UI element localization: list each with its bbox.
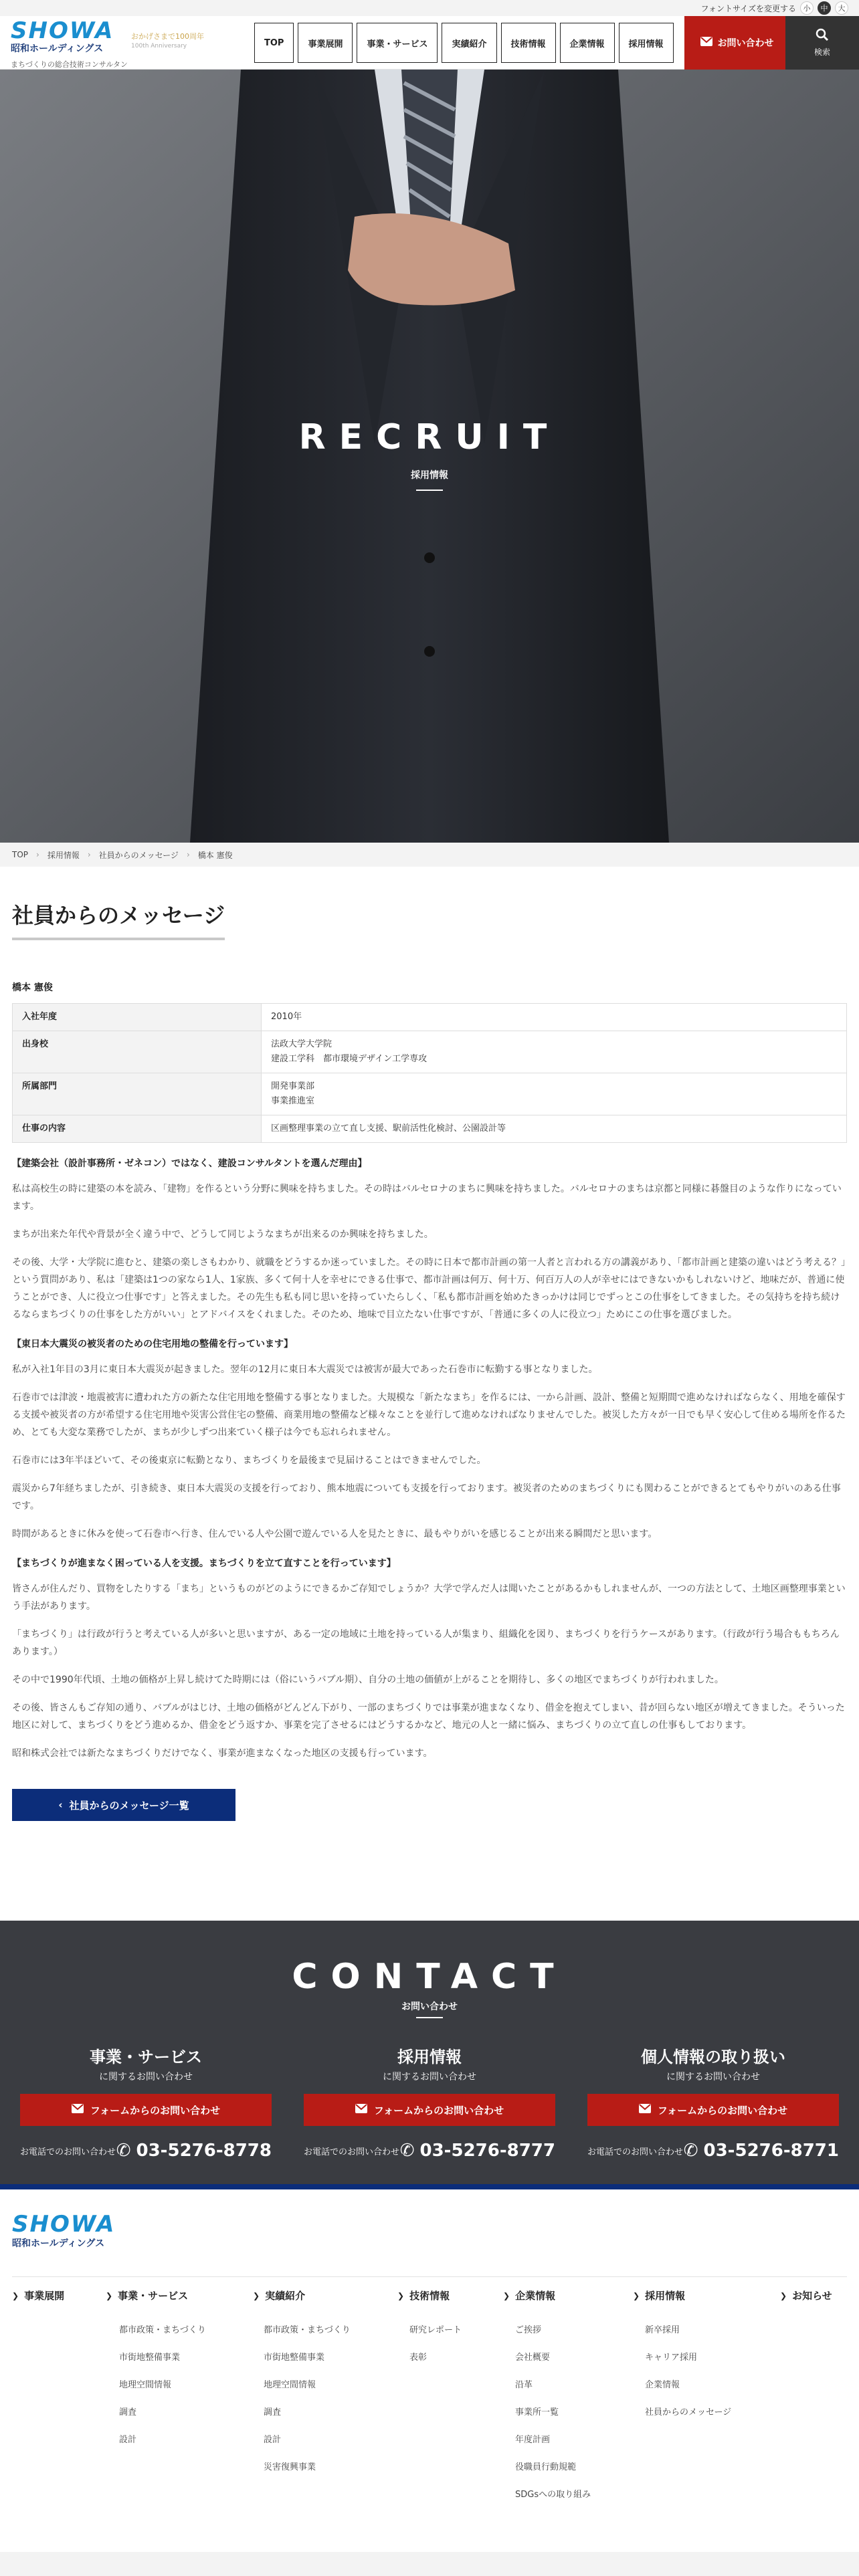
nav-company[interactable]: 企業情報 (560, 23, 615, 63)
nav-works[interactable]: 実績紹介 (442, 23, 496, 63)
footer-col-news (780, 2288, 832, 2302)
hero-title: RECRUIT (298, 417, 561, 457)
nav-business[interactable]: 事業展開 (298, 23, 353, 63)
section-heading: 【東日本大震災の被災者のための住宅用地の整備を行っています】 (12, 1339, 293, 1350)
anniversary-en: 100th Anniversary (131, 43, 187, 49)
table-row (13, 1115, 847, 1143)
profile-value (262, 1031, 847, 1073)
logo-sub: 昭和ホールディングス (11, 43, 104, 54)
footer-logo-mark: SHOWA (12, 2211, 116, 2238)
footer-heading-label: お知らせ (792, 2290, 832, 2302)
font-size-large-button[interactable]: 大 (835, 1, 848, 15)
breadcrumb-current: 橋本 憲俊 (197, 850, 233, 860)
footer-links (633, 2323, 731, 2432)
footer-link[interactable]: 市街地整備事業 (119, 2353, 181, 2363)
chevron-right-icon: ❯ (780, 2290, 787, 2300)
footer-link[interactable]: 事業所一覧 (515, 2407, 559, 2418)
footer-bottom-bar (0, 2552, 859, 2576)
contact-section (0, 1921, 859, 2189)
nav-services[interactable]: 事業・サービス (357, 23, 438, 63)
anniversary-text: おかげさまで100周年 (131, 32, 204, 41)
contact-form-label: フォームからのお問い合わせ (657, 2104, 788, 2117)
tel-number[interactable] (116, 2141, 272, 2161)
tel-label: お電話でのお問い合わせ (587, 2147, 684, 2157)
contact-column-title: 事業・サービス (90, 2048, 202, 2066)
hero-subtitle: 採用情報 (411, 470, 448, 481)
tel-label: お電話でのお問い合わせ (304, 2147, 400, 2157)
footer-col-recruit (633, 2288, 731, 2432)
footer-col-works (253, 2288, 351, 2487)
font-size-switcher (701, 1, 848, 15)
font-size-label: フォントサイズを変更する (700, 3, 796, 13)
footer-divider (12, 2276, 847, 2277)
search-label: 検索 (814, 47, 830, 57)
footer-col-business (12, 2288, 64, 2302)
profile-value (262, 1073, 847, 1115)
table-row (13, 1073, 847, 1115)
profile-value: 区画整理事業の立て直し支援、駅前活性化検討、公園設計等 (262, 1115, 847, 1143)
phone-icon: ✆ (683, 2141, 698, 2161)
nav-contact-label: お問い合わせ (717, 38, 774, 49)
contact-column-services (20, 2044, 272, 2161)
footer-link[interactable]: 調査 (264, 2407, 282, 2418)
footer-link[interactable]: 市街地整備事業 (264, 2353, 325, 2363)
section-heading: 【まちづくりが進まなく困っている人を支援。まちづくりを立て直すことを行っています】 (12, 1558, 396, 1569)
table-row (13, 1004, 847, 1031)
footer-heading-label: 採用情報 (645, 2290, 686, 2302)
breadcrumb-messages[interactable]: 社員からのメッセージ (98, 850, 179, 860)
contact-column-privacy (587, 2044, 839, 2161)
logo-mark: SHOWA (11, 17, 114, 44)
contact-tel (587, 2141, 839, 2161)
footer-links (397, 2323, 462, 2377)
site-header (0, 16, 859, 70)
chevron-right-icon: › (36, 850, 39, 859)
footer-heading[interactable] (503, 2288, 591, 2302)
contact-column-title: 個人情報の取り扱い (641, 2048, 785, 2066)
page-title: 社員からのメッセージ (12, 899, 225, 940)
footer-heading-label: 技術情報 (409, 2290, 450, 2302)
footer-link[interactable]: 会社概要 (515, 2353, 551, 2363)
footer-link[interactable]: 年度計画 (515, 2435, 551, 2445)
contact-form-button[interactable] (304, 2094, 555, 2126)
footer-heading[interactable] (12, 2288, 64, 2302)
profile-table (12, 1003, 847, 1143)
tagline: まちづくりの総合技術コンサルタン (11, 60, 128, 69)
back-button-label: 社員からのメッセージ一覧 (69, 1799, 189, 1812)
mail-icon (639, 2104, 651, 2116)
chevron-right-icon: ❯ (12, 2290, 19, 2300)
profile-label: 仕事の内容 (13, 1115, 262, 1143)
breadcrumb-top[interactable]: TOP (12, 850, 29, 859)
tel-number[interactable] (684, 2141, 839, 2161)
anniversary-badge (131, 32, 204, 51)
paragraph: 私が入社1年目の3月に東日本大震災が起きました。翌年の12月に東日本大震災では被害が最大であった石巻市に転勤する事となりました。 (12, 1364, 598, 1375)
footer-heading-label: 実績紹介 (265, 2290, 306, 2302)
contact-form-label: フォームからのお問い合わせ (373, 2104, 504, 2117)
chevron-right-icon: › (186, 850, 190, 859)
footer-link[interactable]: 新卒採用 (645, 2325, 680, 2335)
paragraph: その後、皆さんもご存知の通り、バブルがはじけ、土地の価格がどんどん下がり、一部のまちづくりでは事業が進まなくなり、借金を抱えてしまい、昔が回らない地区が増えてきました。そういった地区に対して、まちづくりをどう進めるか、借金をどう返すか、事業を完了させるにはどうするかなど、地元の人と一緒に悩み、まちづくりの立て直しの仕事もしております。 (12, 1703, 845, 1731)
paragraph: その後、大学・大学院に進むと、建築の楽しさもわかり、就職をどうするか迷っていました。その時に日本で都市計画の第一人者と言われる方の講義があり、「都市計画と建築の違いはどう考える？」という質問があり、私は「建築は1つの家なら1人、1家族、多くて何十人を幸せにできる仕事で、都市計画は何万、何十万、何百万人の人が幸せにはできないかもしれないけど、地味だが、普通に使うことができ、人に役立つ仕事です」と答えました。その先生も私も同じ思いを持っていたらしく、「私も都市計画を始めたきっかけは同じでずっとこの仕事をしてきました。その気持ちを持ち続けるならまちづくりの仕事をした方がいい」とアドバイスをくれました。そのため、地味で目立たない仕事ですが、「普通に多くの人に役立つ」ためにこの仕事を選びました。 (12, 1257, 846, 1320)
site-footer (0, 2189, 859, 2576)
hero-underline (416, 490, 443, 491)
footer-link[interactable]: 都市政策・まちづくり (264, 2325, 351, 2335)
paragraph: 時間があるときに休みを使って石巻市へ行き、住んでいる人や公園で遊んでいる人を見たときに、最もやりがいを感じることが出来る瞬間だと思います。 (12, 1529, 658, 1539)
hero-banner (0, 70, 859, 843)
footer-link[interactable]: 災害復興事業 (264, 2462, 316, 2472)
footer-links (253, 2323, 351, 2487)
footer-links (106, 2323, 206, 2460)
font-size-medium-button[interactable]: 中 (818, 1, 831, 15)
profile-value-line: 法政大学大学院 (271, 1039, 332, 1049)
profile-label: 入社年度 (13, 1004, 262, 1031)
chevron-left-icon: ‹ (58, 1799, 63, 1811)
footer-heading-label: 事業・サービス (118, 2290, 189, 2302)
mail-icon (72, 2104, 84, 2116)
profile-value-line: 建設工学科 都市環境デザイン工学専攻 (271, 1054, 427, 1064)
main-content (12, 867, 847, 1821)
breadcrumb (0, 843, 859, 867)
paragraph: 「まちづくり」は行政が行うと考えている人が多いと思いますが、ある一定の地域に土地を持っている人が集まり、組織化を図り、まちづくりを行うケースがあります。（行政が行う場合ももちろんあります。） (12, 1629, 840, 1657)
paragraph: 石巻市には3年半ほどいて、その後東京に転勤となり、まちづくりを最後まで見届けることはできませんでした。 (12, 1455, 486, 1466)
footer-heading[interactable] (106, 2288, 206, 2302)
paragraph: 石巻市では津波・地震被害に遭われた方の新たな住宅用地を整備する事となりました。大規模な「新たなまち」を作るには、一から計画、設計、整備と短期間で進めなければならなく、用地を確保する支援や被災者の方が希望する住宅用地や災害公営住宅の整備、商業用地の整備など様々なことを並行して進めなければなりませんでした。被災した方々が一日でも早く安心して住める場所を作るため、とても大変な業務でしたが、まちが少しずつ出来ていく様子は今でも忘れられません。 (12, 1392, 846, 1438)
footer-link[interactable]: 調査 (119, 2407, 137, 2418)
profile-label: 所属部門 (13, 1073, 262, 1115)
contact-column-sub: に関するお問い合わせ (99, 2072, 193, 2082)
chevron-right-icon: ❯ (633, 2290, 640, 2300)
tel-number-text: 03-5276-8771 (703, 2141, 839, 2161)
paragraph: 昭和株式会社では新たなまちづくりだけでなく、事業が進まなくなった地区の支援も行っています。 (12, 1748, 433, 1759)
nav-tech[interactable]: 技術情報 (501, 23, 556, 63)
back-to-messages-button[interactable] (12, 1789, 235, 1821)
chevron-right-icon: ❯ (503, 2290, 510, 2300)
footer-link[interactable]: SDGsへの取り組み (515, 2490, 591, 2500)
footer-col-tech (397, 2288, 462, 2377)
table-row (13, 1031, 847, 1073)
footer-logo[interactable] (12, 2212, 115, 2250)
footer-links (503, 2323, 591, 2514)
contact-title: CONTACT (292, 1957, 567, 1997)
contact-tel (20, 2141, 272, 2161)
nav-contact-button[interactable] (684, 16, 790, 70)
footer-link[interactable]: 社員からのメッセージ (645, 2407, 732, 2418)
profile-value-line: 事業推進室 (271, 1096, 315, 1106)
profile-value-line: 開発事業部 (271, 1081, 315, 1091)
paragraph: その中で1990年代頃、土地の価格が上昇し続けてた時期には（俗にいうバブル期）、自分の土地の価値が上がることを期待し、多くの地区でまちづくりが行われました。 (12, 1675, 724, 1685)
font-size-small-button[interactable]: 小 (800, 1, 814, 15)
contact-form-button[interactable] (587, 2094, 839, 2126)
main-nav (254, 16, 790, 70)
contact-underline (416, 2017, 443, 2018)
footer-link[interactable]: 研究レポート (409, 2325, 462, 2335)
mail-icon (700, 37, 712, 49)
contact-column-sub: に関するお問い合わせ (383, 2072, 476, 2082)
footer-heading[interactable] (397, 2288, 462, 2302)
contact-column-recruit (304, 2044, 555, 2161)
profile-value: 2010年 (262, 1004, 847, 1031)
contact-column-title: 採用情報 (397, 2048, 462, 2066)
topbar (0, 0, 859, 16)
footer-heading-label: 事業展開 (24, 2290, 65, 2302)
contact-subtitle: お問い合わせ (401, 2002, 458, 2012)
footer-link[interactable]: ご挨拶 (515, 2325, 542, 2335)
mail-icon (355, 2104, 367, 2116)
paragraph: 皆さんが住んだり、買物をしたりする「まち」というものがどのようにできるかご存知でしょうか？大学で学んだ人は聞いたことがあるかもしれませんが、一つの方法として、土地区画整理事業という手法があります。 (12, 1584, 846, 1612)
footer-heading[interactable] (780, 2288, 832, 2302)
footer-link[interactable]: 地理空間情報 (264, 2380, 316, 2390)
contact-tel (304, 2141, 555, 2161)
chevron-right-icon: › (87, 850, 91, 859)
contact-column-sub: に関するお問い合わせ (666, 2072, 760, 2082)
footer-heading[interactable] (633, 2288, 731, 2302)
footer-heading-label: 企業情報 (515, 2290, 556, 2302)
nav-recruit[interactable]: 採用情報 (619, 23, 674, 63)
paragraph: まちが出来た年代や背景が全く違う中で、どうして同じようなまちが出来るのか興味を持ちました。 (12, 1229, 434, 1240)
message-article (12, 1155, 847, 1762)
footer-logo-sub: 昭和ホールディングス (12, 2238, 105, 2249)
footer-link[interactable]: 役職員行動規範 (515, 2462, 577, 2472)
search-icon (816, 28, 829, 43)
footer-link[interactable]: 設計 (264, 2435, 282, 2445)
employee-name: 橋本 憲俊 (12, 982, 53, 993)
tel-number-text: 03-5276-8777 (419, 2141, 555, 2161)
chevron-right-icon: ❯ (253, 2290, 260, 2300)
footer-link[interactable]: キャリア採用 (645, 2353, 698, 2363)
contact-form-label: フォームからのお問い合わせ (90, 2104, 221, 2117)
nav-top[interactable]: TOP (254, 23, 294, 63)
paragraph: 震災から7年経ちましたが、引き続き、東日本大震災の支援を行っており、熊本地震についても支援を行っております。被災者のためのまちづくりにも関わることができるとてもやりがいのある仕事です。 (12, 1483, 841, 1511)
phone-icon: ✆ (116, 2141, 131, 2161)
search-button[interactable] (785, 16, 859, 70)
footer-link[interactable]: 企業情報 (645, 2380, 680, 2390)
footer-link[interactable]: 都市政策・まちづくり (119, 2325, 206, 2335)
tel-label: お電話でのお問い合わせ (20, 2147, 116, 2157)
footer-col-company (503, 2288, 591, 2514)
footer-heading[interactable] (253, 2288, 351, 2302)
chevron-right-icon: ❯ (397, 2290, 405, 2300)
footer-link[interactable]: 設計 (119, 2435, 137, 2445)
footer-link[interactable]: 沿革 (515, 2380, 533, 2390)
phone-icon: ✆ (399, 2141, 415, 2161)
contact-form-button[interactable] (20, 2094, 272, 2126)
paragraph: 私は高校生の時に建築の本を読み、「建物」を作るという分野に興味を持ちました。その時はバルセロナのまちに興味を持ちました。バルセロナのまちは京都と同様に碁盤目のような作りになっています。 (12, 1184, 842, 1212)
footer-link[interactable]: 地理空間情報 (119, 2380, 172, 2390)
section-heading: 【建築会社（設計事務所・ゼネコン）ではなく、建設コンサルタントを選んだ理由】 (12, 1158, 367, 1169)
tel-number[interactable] (400, 2141, 555, 2161)
chevron-right-icon: ❯ (106, 2290, 113, 2300)
tel-number-text: 03-5276-8778 (136, 2141, 272, 2161)
breadcrumb-recruit[interactable]: 採用情報 (47, 850, 80, 860)
footer-link[interactable]: 表彰 (409, 2353, 427, 2363)
footer-col-services (106, 2288, 206, 2460)
profile-label: 出身校 (13, 1031, 262, 1073)
